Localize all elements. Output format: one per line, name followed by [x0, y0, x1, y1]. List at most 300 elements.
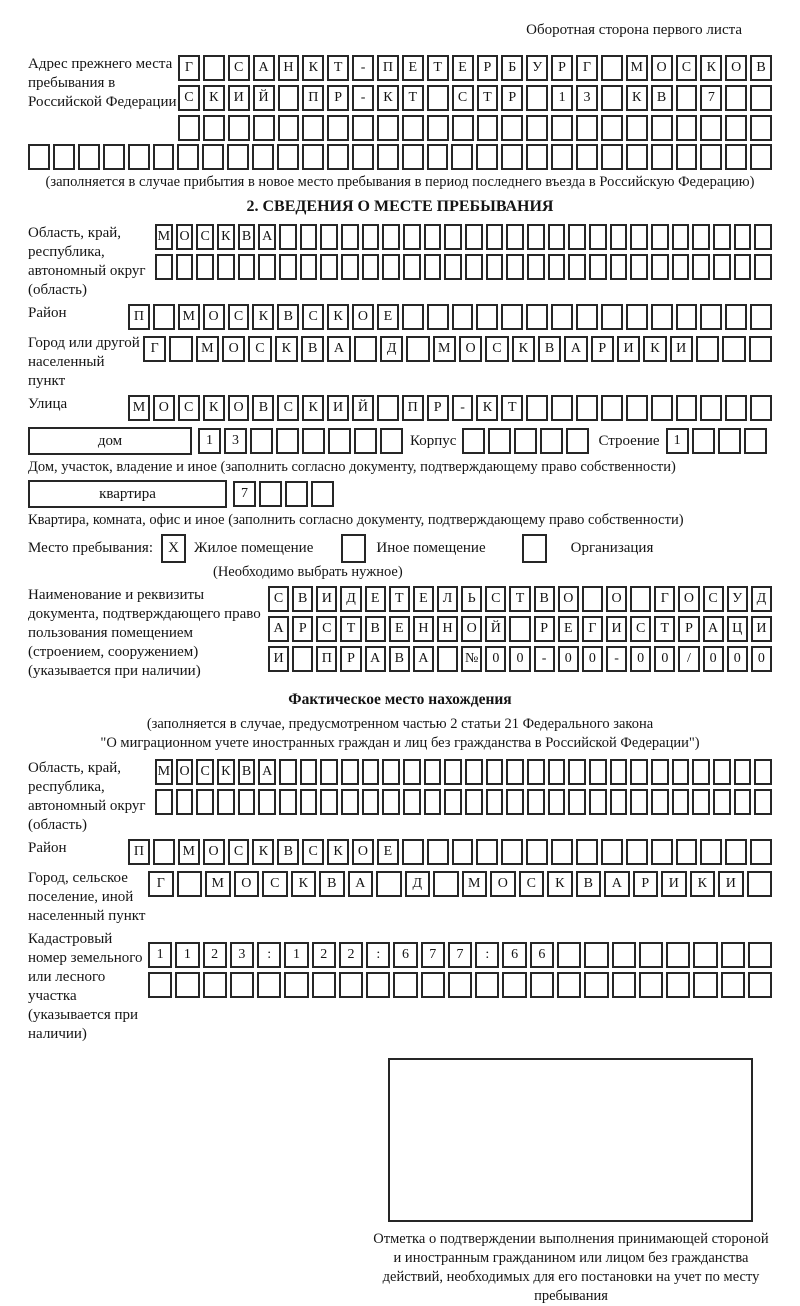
- char-cell: [526, 144, 548, 170]
- char-cell: М: [462, 871, 488, 897]
- street-label: Улица: [28, 396, 68, 412]
- char-cell: [626, 115, 648, 141]
- house-note: Дом, участок, владение и иное (заполнить согласно документу, подтверждающему право собственности): [28, 459, 676, 475]
- char-cell: [377, 144, 399, 170]
- actual-location-note1: (заполняется в случае, предусмотренном частью 2 статьи 21 Федерального закона: [146, 716, 654, 732]
- char-cell: [312, 972, 336, 998]
- char-cell: [750, 395, 772, 421]
- char-cell: [568, 224, 586, 250]
- char-cell: [217, 254, 235, 280]
- char-cell: В: [238, 759, 256, 785]
- char-cell: О: [725, 55, 747, 81]
- char-cell: В: [238, 224, 256, 250]
- char-cell: [452, 115, 474, 141]
- char-cell: 7: [233, 481, 256, 507]
- char-cell: [362, 789, 380, 815]
- char-cell: [424, 224, 442, 250]
- char-cell: [475, 972, 499, 998]
- char-cell: С: [452, 85, 474, 111]
- char-cell: [279, 254, 297, 280]
- char-cell: О: [203, 839, 225, 865]
- char-cell: [601, 144, 623, 170]
- char-cell: Т: [427, 55, 449, 81]
- char-cell: [666, 942, 690, 968]
- city-label: Город или другой населенный пункт: [28, 335, 140, 389]
- char-cell: [725, 839, 747, 865]
- char-cell: [292, 646, 313, 672]
- char-cell: С: [485, 586, 506, 612]
- char-cell: -: [352, 85, 374, 111]
- checkbox-zhiloe: X: [161, 534, 186, 563]
- char-cell: [177, 144, 199, 170]
- char-cell: С: [228, 55, 250, 81]
- char-cell: К: [512, 336, 535, 362]
- char-cell: [651, 254, 669, 280]
- char-cell: П: [402, 395, 424, 421]
- char-cell: И: [327, 395, 349, 421]
- char-cell: [601, 304, 623, 330]
- char-cell: [486, 254, 504, 280]
- char-cell: [506, 759, 524, 785]
- char-cell: [651, 304, 673, 330]
- char-cell: Л: [437, 586, 458, 612]
- char-cell: Г: [143, 336, 166, 362]
- char-cell: [238, 254, 256, 280]
- char-row: [268, 616, 772, 642]
- char-cell: С: [228, 839, 250, 865]
- apartment-line: [28, 480, 772, 508]
- char-cell: Д: [405, 871, 431, 897]
- char-cell: [610, 254, 628, 280]
- char-cell: К: [547, 871, 573, 897]
- char-cell: [424, 759, 442, 785]
- char-cell: М: [178, 839, 200, 865]
- char-cell: [630, 759, 648, 785]
- char-cell: Т: [501, 395, 523, 421]
- char-cell: С: [630, 616, 651, 642]
- char-row: [128, 304, 772, 330]
- char-cell: [713, 224, 731, 250]
- char-cell: [320, 789, 338, 815]
- char-cell: О: [678, 586, 699, 612]
- char-cell: А: [348, 871, 374, 897]
- char-cell: [750, 839, 772, 865]
- char-cell: [341, 789, 359, 815]
- char-cell: [327, 115, 349, 141]
- char-cell: [501, 304, 523, 330]
- char-cell: К: [302, 395, 324, 421]
- char-cell: [259, 481, 282, 507]
- char-cell: [427, 839, 449, 865]
- char-cell: [203, 115, 225, 141]
- char-cell: [465, 254, 483, 280]
- char-cell: [448, 972, 472, 998]
- char-row: [462, 428, 589, 454]
- char-cell: О: [176, 224, 194, 250]
- char-cell: [178, 115, 200, 141]
- char-cell: [672, 224, 690, 250]
- char-cell: [155, 789, 173, 815]
- char-cell: Й: [352, 395, 374, 421]
- char-cell: 1: [666, 428, 689, 454]
- char-cell: [676, 85, 698, 111]
- char-cell: [382, 254, 400, 280]
- cadastre-label: Кадастровый номер земельного или лесного участка (указывается при наличии): [28, 931, 143, 1042]
- char-cell: [285, 481, 308, 507]
- char-cell: О: [228, 395, 250, 421]
- char-cell: Т: [509, 586, 530, 612]
- document-block: [28, 586, 772, 681]
- char-cell: [582, 586, 603, 612]
- char-cell: К: [327, 304, 349, 330]
- char-cell: 6: [393, 942, 417, 968]
- char-cell: Й: [485, 616, 506, 642]
- char-cell: [651, 144, 673, 170]
- char-cell: К: [203, 395, 225, 421]
- char-cell: К: [302, 55, 324, 81]
- char-cell: [279, 789, 297, 815]
- char-row: [128, 839, 772, 865]
- char-cell: [526, 115, 548, 141]
- char-cell: Д: [380, 336, 403, 362]
- char-cell: [465, 789, 483, 815]
- char-row: [155, 254, 772, 280]
- city-block: [28, 334, 772, 391]
- char-cell: [576, 115, 598, 141]
- char-cell: [402, 839, 424, 865]
- char-cell: [427, 304, 449, 330]
- char-cell: К: [690, 871, 716, 897]
- char-cell: [754, 789, 772, 815]
- char-cell: О: [651, 55, 673, 81]
- street-block: [28, 395, 772, 421]
- char-cell: [527, 759, 545, 785]
- char-cell: [610, 759, 628, 785]
- char-cell: [320, 759, 338, 785]
- char-cell: Р: [340, 646, 361, 672]
- char-cell: И: [316, 586, 337, 612]
- char-cell: [693, 942, 717, 968]
- char-cell: [433, 871, 459, 897]
- char-cell: А: [258, 759, 276, 785]
- region-rows: [155, 224, 772, 280]
- char-cell: [651, 115, 673, 141]
- char-cell: Д: [751, 586, 772, 612]
- korpus-label: Корпус: [410, 432, 457, 449]
- char-cell: [403, 759, 421, 785]
- char-cell: Р: [534, 616, 555, 642]
- char-cell: [576, 395, 598, 421]
- char-cell: [476, 304, 498, 330]
- char-cell: [713, 759, 731, 785]
- cadastre-block: [28, 930, 772, 1044]
- char-cell: [651, 395, 673, 421]
- option-inoe-label: Иное помещение: [376, 540, 486, 556]
- char-cell: В: [389, 646, 410, 672]
- stay-type-line: [28, 534, 772, 563]
- char-cell: Г: [654, 586, 675, 612]
- char-cell: Р: [477, 55, 499, 81]
- char-cell: Т: [402, 85, 424, 111]
- char-cell: С: [248, 336, 271, 362]
- char-cell: [300, 254, 318, 280]
- char-cell: [747, 871, 773, 897]
- char-cell: К: [626, 85, 648, 111]
- char-cell: К: [327, 839, 349, 865]
- char-cell: Д: [340, 586, 361, 612]
- char-cell: [526, 85, 548, 111]
- char-cell: [258, 254, 276, 280]
- char-cell: И: [661, 871, 687, 897]
- char-cell: [486, 224, 504, 250]
- char-cell: :: [475, 942, 499, 968]
- char-cell: 1: [198, 428, 221, 454]
- char-cell: К: [252, 839, 274, 865]
- char-cell: 1: [148, 942, 172, 968]
- char-cell: [341, 224, 359, 250]
- char-cell: [277, 144, 299, 170]
- char-cell: О: [461, 616, 482, 642]
- char-cell: Е: [365, 586, 386, 612]
- char-cell: [744, 428, 767, 454]
- char-cell: О: [234, 871, 260, 897]
- char-cell: М: [155, 224, 173, 250]
- char-cell: Н: [437, 616, 458, 642]
- char-cell: 0: [630, 646, 651, 672]
- char-cell: 1: [551, 85, 573, 111]
- char-cell: Е: [413, 586, 434, 612]
- char-cell: [169, 336, 192, 362]
- char-cell: [568, 759, 586, 785]
- char-cell: [339, 972, 363, 998]
- char-cell: [601, 839, 623, 865]
- char-cell: Е: [402, 55, 424, 81]
- char-cell: [713, 254, 731, 280]
- char-cell: [725, 115, 747, 141]
- char-cell: [713, 789, 731, 815]
- char-cell: [548, 789, 566, 815]
- char-cell: [750, 304, 772, 330]
- char-cell: [551, 839, 573, 865]
- char-cell: [278, 85, 300, 111]
- char-cell: Г: [582, 616, 603, 642]
- char-row: [148, 942, 772, 968]
- char-cell: 0: [654, 646, 675, 672]
- char-cell: 0: [727, 646, 748, 672]
- char-cell: [238, 789, 256, 815]
- char-cell: О: [222, 336, 245, 362]
- char-cell: [402, 115, 424, 141]
- char-cell: [676, 115, 698, 141]
- char-cell: [177, 871, 203, 897]
- option-zhiloe-label: Жилое помещение: [194, 540, 314, 556]
- char-row: [178, 85, 772, 111]
- char-cell: [462, 428, 485, 454]
- char-row: [148, 972, 772, 998]
- char-cell: [362, 254, 380, 280]
- char-cell: [382, 789, 400, 815]
- char-cell: [302, 428, 325, 454]
- char-cell: 0: [509, 646, 530, 672]
- char-cell: [465, 759, 483, 785]
- char-cell: 7: [700, 85, 722, 111]
- char-cell: [676, 839, 698, 865]
- char-cell: [527, 254, 545, 280]
- char-cell: [403, 789, 421, 815]
- actual-location-note2: "О миграционном учете иностранных граждан и лиц без гражданства в Российской Федерации"): [100, 735, 700, 751]
- char-cell: М: [626, 55, 648, 81]
- char-cell: [676, 304, 698, 330]
- section2-title: 2. СВЕДЕНИЯ О МЕСТЕ ПРЕБЫВАНИЯ: [246, 198, 554, 215]
- char-cell: [700, 144, 722, 170]
- char-cell: [551, 304, 573, 330]
- char-cell: [421, 972, 445, 998]
- char-cell: [548, 759, 566, 785]
- char-cell: [354, 428, 377, 454]
- char-cell: [196, 254, 214, 280]
- char-cell: [734, 759, 752, 785]
- char-cell: [676, 395, 698, 421]
- char-cell: /: [678, 646, 699, 672]
- option-org-label: Организация: [570, 540, 654, 556]
- char-row: [28, 144, 772, 170]
- region-label: Область, край, республика, автономный округ (область): [28, 225, 146, 298]
- char-cell: [488, 428, 511, 454]
- stay-type-note: (Необходимо выбрать нужное): [213, 564, 403, 580]
- actual-city-label: Город, сельское поселение, иной населенный пункт: [28, 870, 146, 924]
- char-cell: [302, 115, 324, 141]
- actual-region-label: Область, край, республика, автономный округ (область): [28, 760, 146, 833]
- char-cell: [250, 428, 273, 454]
- char-cell: [278, 115, 300, 141]
- actual-region-block: [28, 759, 772, 835]
- char-cell: [444, 759, 462, 785]
- char-cell: Ц: [727, 616, 748, 642]
- char-cell: И: [718, 871, 744, 897]
- char-cell: [589, 789, 607, 815]
- char-cell: О: [490, 871, 516, 897]
- char-cell: [551, 395, 573, 421]
- char-cell: К: [700, 55, 722, 81]
- char-cell: В: [365, 616, 386, 642]
- char-cell: М: [155, 759, 173, 785]
- char-cell: П: [128, 304, 150, 330]
- char-cell: [672, 759, 690, 785]
- char-cell: В: [319, 871, 345, 897]
- char-cell: 2: [203, 942, 227, 968]
- char-cell: Т: [477, 85, 499, 111]
- char-cell: [258, 789, 276, 815]
- char-row: [128, 395, 772, 421]
- char-cell: [103, 144, 125, 170]
- char-cell: [718, 428, 741, 454]
- char-cell: Н: [413, 616, 434, 642]
- char-cell: Е: [452, 55, 474, 81]
- char-cell: К: [217, 759, 235, 785]
- char-cell: [437, 646, 458, 672]
- char-cell: С: [485, 336, 508, 362]
- char-cell: С: [277, 395, 299, 421]
- apartment-note: Квартира, комната, офис и иное (заполнить согласно документу, подтверждающему право собственности): [28, 512, 684, 528]
- actual-district-label: Район: [28, 840, 67, 856]
- char-cell: Р: [551, 55, 573, 81]
- char-cell: [601, 85, 623, 111]
- char-cell: М: [196, 336, 219, 362]
- char-cell: [444, 789, 462, 815]
- char-cell: 7: [421, 942, 445, 968]
- char-cell: 7: [448, 942, 472, 968]
- char-cell: [750, 144, 772, 170]
- char-cell: [228, 115, 250, 141]
- char-cell: Е: [377, 304, 399, 330]
- char-cell: [696, 336, 719, 362]
- actual-location-title: Фактическое место нахождения: [288, 691, 512, 708]
- stamp-area: [370, 1058, 772, 1306]
- char-cell: [589, 254, 607, 280]
- char-cell: К: [203, 85, 225, 111]
- char-cell: О: [176, 759, 194, 785]
- char-cell: [725, 85, 747, 111]
- char-cell: [626, 395, 648, 421]
- char-cell: [128, 144, 150, 170]
- char-cell: [626, 144, 648, 170]
- char-cell: [477, 115, 499, 141]
- char-cell: [476, 839, 498, 865]
- actual-district-block: [28, 839, 772, 865]
- char-cell: Р: [501, 85, 523, 111]
- char-cell: [362, 224, 380, 250]
- char-cell: [444, 224, 462, 250]
- char-cell: Т: [327, 55, 349, 81]
- char-cell: К: [275, 336, 298, 362]
- char-cell: [175, 972, 199, 998]
- char-cell: [530, 972, 554, 998]
- char-cell: П: [316, 646, 337, 672]
- char-cell: [501, 115, 523, 141]
- char-cell: 2: [339, 942, 363, 968]
- char-cell: С: [316, 616, 337, 642]
- char-cell: Г: [576, 55, 598, 81]
- char-cell: [393, 972, 417, 998]
- char-cell: [630, 586, 651, 612]
- char-cell: [403, 224, 421, 250]
- char-cell: [501, 144, 523, 170]
- char-cell: [725, 144, 747, 170]
- char-cell: К: [377, 85, 399, 111]
- char-cell: [748, 942, 772, 968]
- char-cell: [750, 85, 772, 111]
- char-cell: [279, 224, 297, 250]
- char-cell: Т: [654, 616, 675, 642]
- char-cell: М: [433, 336, 456, 362]
- char-cell: [548, 224, 566, 250]
- checkbox-org: [522, 534, 547, 563]
- char-cell: [28, 144, 50, 170]
- char-cell: Р: [591, 336, 614, 362]
- char-cell: [526, 395, 548, 421]
- char-cell: Р: [427, 395, 449, 421]
- char-cell: [203, 972, 227, 998]
- char-cell: С: [302, 304, 324, 330]
- char-cell: -: [606, 646, 627, 672]
- char-cell: У: [526, 55, 548, 81]
- char-cell: [176, 789, 194, 815]
- char-cell: №: [461, 646, 482, 672]
- char-cell: 1: [284, 942, 308, 968]
- char-cell: С: [268, 586, 289, 612]
- char-cell: [403, 254, 421, 280]
- char-cell: Ь: [461, 586, 482, 612]
